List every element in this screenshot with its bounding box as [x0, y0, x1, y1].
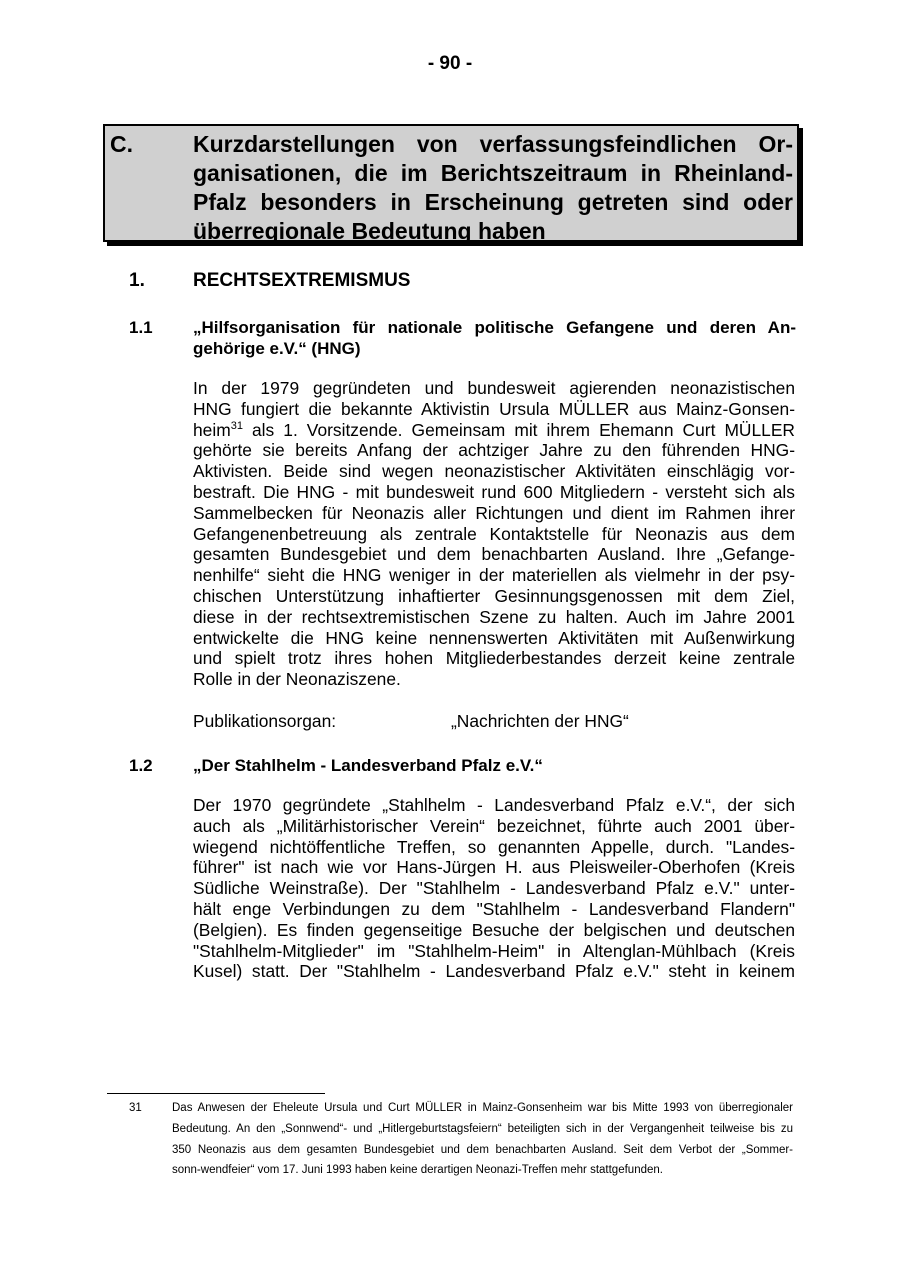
paragraph-line: gesamten Bundesgebiet und dem benachbarten Ausland. Ihre „Gefange-: [193, 544, 795, 565]
footnote-line: sonn-wendfeier“ vom 17. Juni 1993 haben keine derartigen Neonazi-Treffen mehr stattgefunden.: [172, 1164, 663, 1177]
subsection-number: 1.2: [129, 756, 153, 775]
line-prefix: heim: [193, 419, 231, 440]
paragraph-line: hält enge Verbindungen zu dem "Stahlhelm - Landesverband Flandern": [193, 898, 795, 919]
paragraph-line: gehörte sie bereits Anfang der achtziger Jahre zu den führenden HNG-: [193, 440, 795, 461]
paragraph-line: entwickelte die HNG keine nennenswerten Aktivitäten mit Außenwirkung: [193, 627, 795, 648]
paragraph-line: (Belgien). Es finden gegenseitige Besuche der belgischen und deutschen: [193, 919, 795, 940]
chapter-letter: C.: [110, 131, 133, 157]
subsection-title-line: gehörige e.V.“ (HNG): [193, 339, 361, 358]
paragraph-line: bestraft. Die HNG - mit bundesweit rund 600 Mitgliedern - versteht sich als: [193, 481, 795, 502]
subsection-title: „Der Stahlhelm - Landesverband Pfalz e.V.“: [193, 756, 543, 775]
footnote-text: [172, 1098, 793, 1181]
chapter-title-line: überregionale Bedeutung haben: [193, 218, 546, 244]
paragraph-line: Der 1970 gegründete „Stahlhelm - Landesverband Pfalz e.V.“, der sich: [193, 795, 795, 815]
paragraph-line: führer" ist nach wie vor Hans-Jürgen H. aus Pleisweiler-Oberhofen (Kreis: [193, 857, 795, 878]
chapter-heading-box: [103, 124, 799, 242]
paragraph-line: chischen Unterstützung inhaftierter Gesinnungsgenossen mit dem Ziel,: [193, 585, 795, 606]
subsection-title-line: „Hilfsorganisation für nationale politische Gefangene und deren An-: [193, 318, 796, 337]
chapter-title-line: Pfalz besonders in Erscheinung getreten sind oder: [193, 189, 793, 215]
line-rest: als 1. Vorsitzende. Gemeinsam mit ihrem Ehemann Curt MÜLLER: [252, 419, 795, 440]
paragraph-line: nenhilfe“ sieht die HNG weniger in der materiellen als vielmehr in der psy-: [193, 565, 795, 586]
page-number: - 90 -: [427, 53, 473, 74]
footnote-number: 31: [129, 1102, 142, 1114]
subsection-title: [193, 317, 796, 359]
publication-value: „Nachrichten der HNG“: [451, 711, 629, 731]
stahlhelm-paragraph: [193, 795, 795, 982]
hng-paragraph: [193, 378, 795, 690]
paragraph-line: "Stahlhelm-Mitglieder" im "Stahlhelm-Heim" in Altenglan-Mühlbach (Kreis: [193, 940, 795, 961]
chapter-title: [193, 130, 793, 246]
paragraph-line: Sammelbecken für Neonazis aller Richtungen und dient im Rahmen ihrer: [193, 502, 795, 523]
paragraph-line: auch als „Militärhistorischer Verein“ bezeichnet, führte auch 2001 über-: [193, 815, 795, 836]
footnote-line: 350 Neonazis aus dem gesamten Bundesgebiet und dem benachbarten Ausland. Seit dem Verbot der „Sommer-: [172, 1143, 793, 1156]
paragraph-line: wiegend nichtöffentliche Treffen, so genannten Appelle, durch. "Landes-: [193, 836, 795, 857]
subsection-number: 1.1: [129, 318, 153, 337]
paragraph-line: HNG fungiert die bekannte Aktivistin Ursula MÜLLER aus Mainz-Gonsen-: [193, 398, 795, 419]
paragraph-line: In der 1979 gegründeten und bundesweit agierenden neonazistischen: [193, 378, 795, 398]
paragraph-line: Aktivisten. Beide sind wegen neonazistischer Aktivitäten einschlägig vor-: [193, 461, 795, 482]
footnote-line: Das Anwesen der Eheleute Ursula und Curt MÜLLER in Mainz-Gonsenheim war bis Mitte 1993 von überregionaler: [172, 1102, 793, 1114]
paragraph-line: Südliche Weinstraße). Der "Stahlhelm - Landesverband Pfalz e.V." unter-: [193, 878, 795, 899]
paragraph-line: [193, 420, 795, 441]
footnote-reference[interactable]: 31: [230, 419, 243, 432]
footnote-line: Bedeutung. An den „Sonnwend“- und „Hitlergeburtstagsfeiern“ beteiligten sich in der Vergangenheit teilweise bis zu: [172, 1122, 793, 1135]
paragraph-line: diese in der rechtsextremistischen Szene zu halten. Auch im Jahre 2001: [193, 606, 795, 627]
section-title: RECHTSEXTREMISMUS: [193, 270, 411, 291]
paragraph-line: Gefangenenbetreuung als zentrale Kontaktstelle für Neonazis aus dem: [193, 523, 795, 544]
publication-label: Publikationsorgan:: [193, 711, 337, 731]
section-number: 1.: [129, 270, 145, 291]
chapter-title-line: ganisationen, die im Berichtszeitraum in Rheinland-: [193, 160, 793, 186]
paragraph-line: Kusel) statt. Der "Stahlhelm - Landesverband Pfalz e.V." steht in keinem: [193, 961, 795, 982]
paragraph-line: und spielt trotz ihres hohen Mitgliederbestandes derzeit keine zentrale: [193, 648, 795, 669]
paragraph-line-start: [193, 420, 243, 440]
paragraph-line: Rolle in der Neonaziszene.: [193, 669, 401, 690]
chapter-title-line: Kurzdarstellungen von verfassungsfeindlichen Or-: [193, 131, 793, 157]
footnote-separator: [107, 1093, 325, 1094]
